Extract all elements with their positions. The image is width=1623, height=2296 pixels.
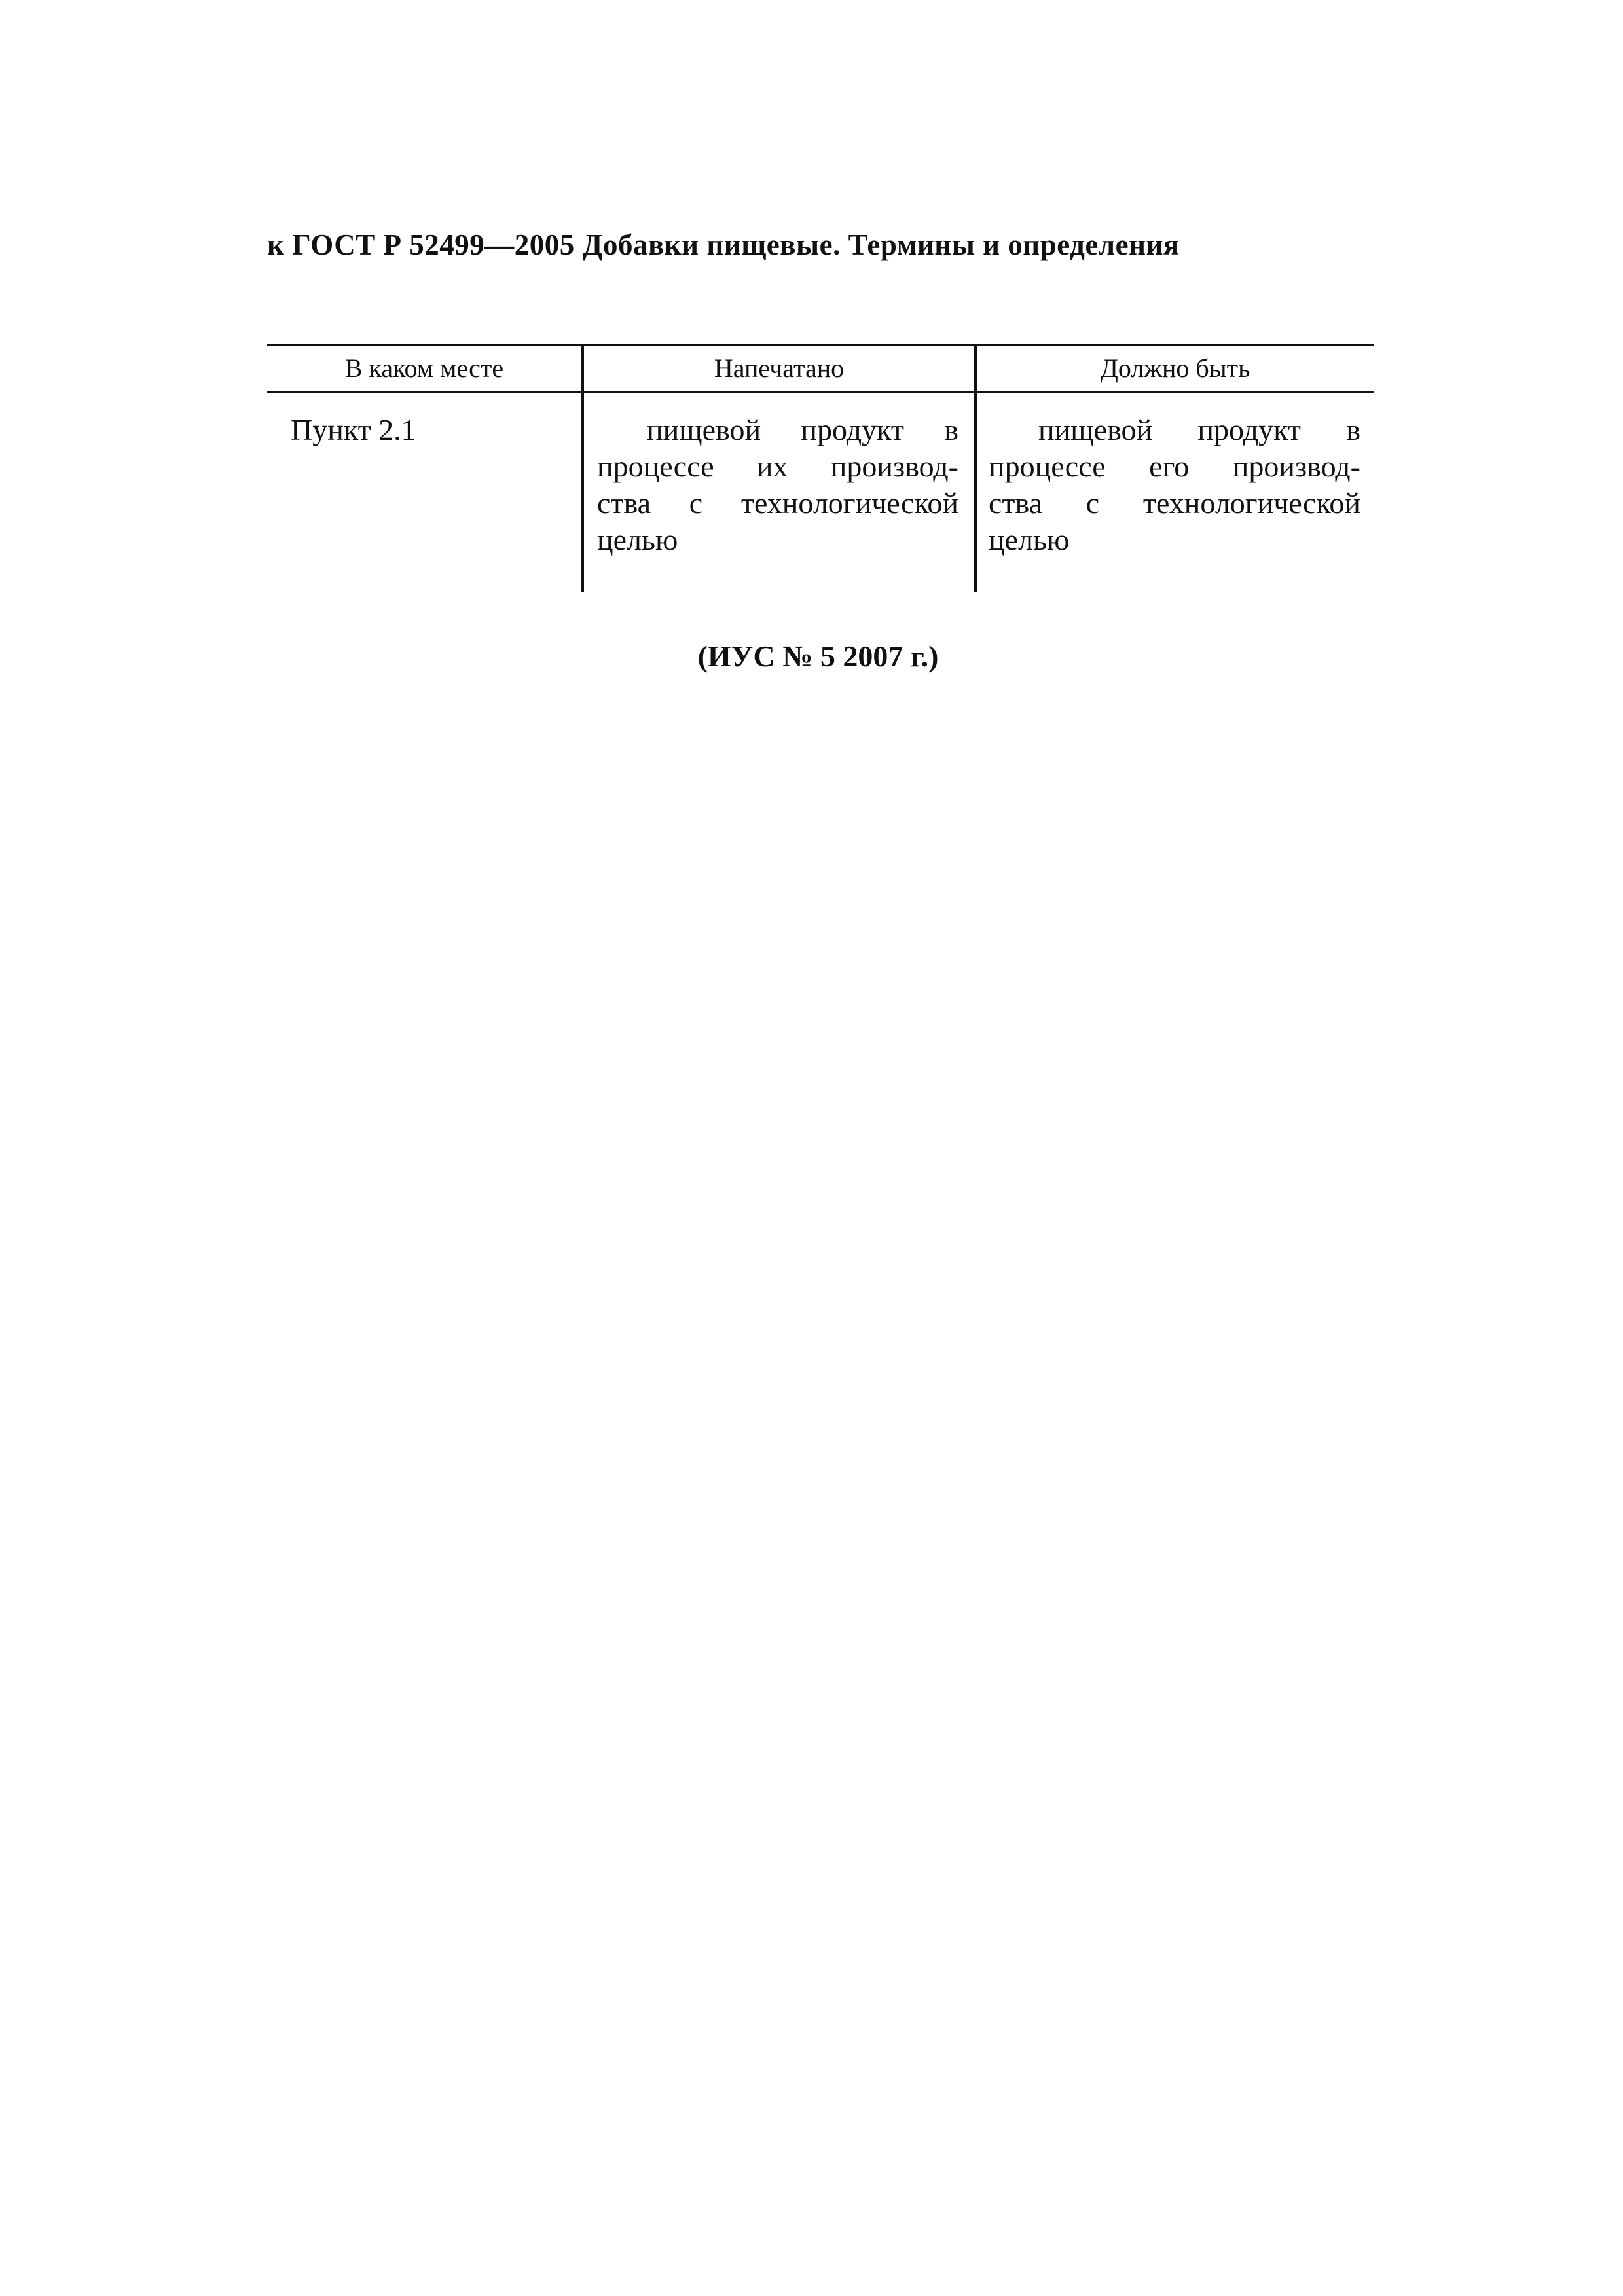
should-be-line-3: ства с технологической — [989, 486, 1360, 520]
corrections-table — [267, 344, 1374, 592]
source-reference: (ИУС № 5 2007 г.) — [697, 639, 939, 673]
cell-printed — [597, 412, 958, 558]
should-be-line-4: целью — [989, 523, 1070, 556]
cell-place: Пункт 2.1 — [291, 413, 416, 446]
should-be-line-2: процессе его производ- — [989, 450, 1360, 483]
printed-line-3: ства с технологической — [597, 486, 958, 520]
printed-line-1: пищевой продукт в — [647, 413, 958, 446]
header-printed: Напечатано — [714, 353, 845, 383]
printed-line-2: процессе их производ- — [597, 450, 958, 483]
header-should-be: Должно быть — [1100, 353, 1250, 383]
table-top-rule — [267, 344, 1374, 346]
document-heading: к ГОСТ Р 52499—2005 Добавки пищевые. Термины и определения — [267, 228, 1180, 261]
header-place: В каком месте — [344, 353, 504, 383]
should-be-line-1: пищевой продукт в — [1038, 413, 1360, 446]
cell-should-be — [989, 412, 1360, 558]
table-header-rule — [267, 391, 1374, 393]
printed-line-4: целью — [597, 523, 678, 556]
